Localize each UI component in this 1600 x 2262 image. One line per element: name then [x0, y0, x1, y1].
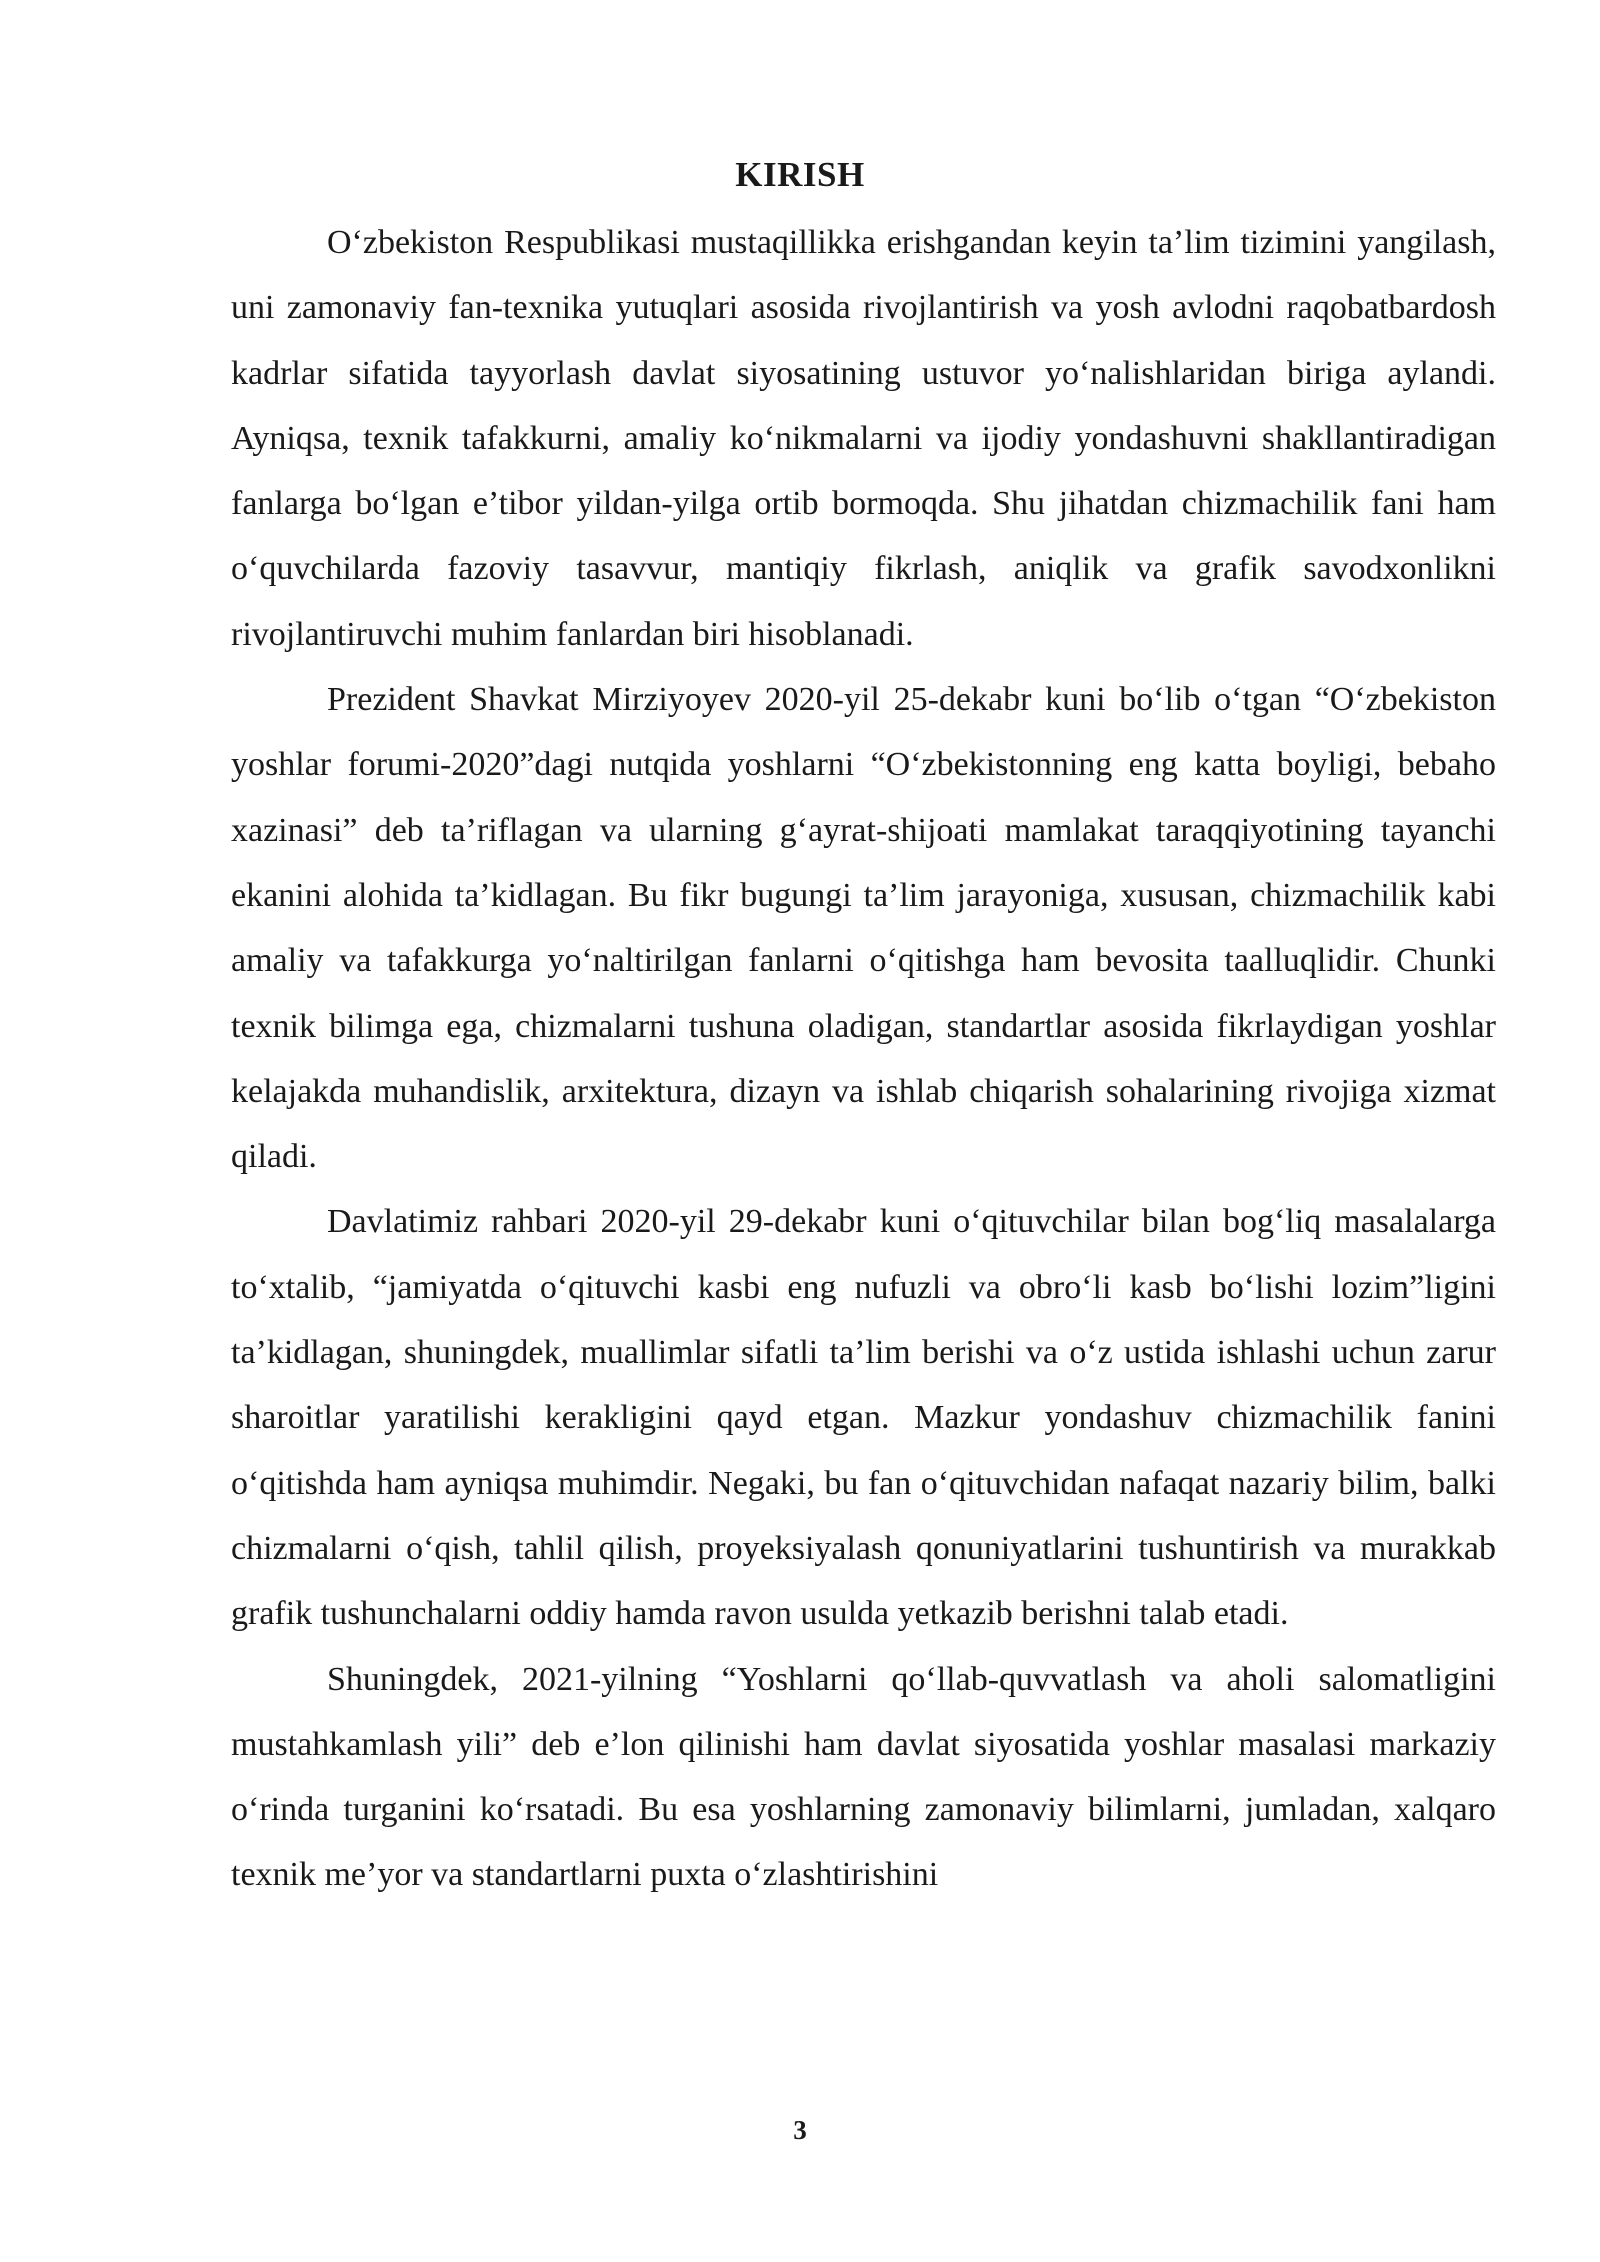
paragraph-2: Prezident Shavkat Mirziyoyev 2020-yil 25-dekabr kuni bo‘lib o‘tgan “O‘zbekiston yoshlar forumi-2020”dagi nutqida yoshlarni “O‘zbekistonning eng katta boyligi, bebaho xazinasi” deb ta’riflagan va ularning g‘ayrat-shijoati mamlakat taraqqiyotining tayanchi ekanini alohida ta’kidlagan. Bu fikr bugungi ta’lim jarayoniga, xususan, chizmachilik kabi amaliy va tafakkurga yo‘naltirilgan fanlarni o‘qitishga ham bevosita taalluqlidir. Chunki texnik bilimga ega, chizmalarni tushuna oladigan, standartlar asosida fikrlaydigan yoshlar kelajakda muhandislik, arxitektura, dizayn va ishlab chiqarish sohalarining rivojiga xizmat qiladi. [231, 681, 1496, 1176]
body-text [231, 210, 1496, 1908]
page-number: 3 [793, 2115, 807, 2145]
section-heading: KIRISH [735, 155, 865, 194]
paragraph-4: Shuningdek, 2021-yilning “Yoshlarni qo‘llab-quvvatlash va aholi salomatligini mustahkamlash yili” deb e’lon qilinishi ham davlat siyosatida yoshlar masalasi markaziy o‘rinda turganini ko‘rsatadi. Bu esa yoshlarning zamonaviy bilimlarni, jumladan, xalqaro texnik me’yor va standartlarni puxta o‘zlashtirishini [231, 1660, 1496, 1894]
paragraph-1: O‘zbekiston Respublikasi mustaqillikka erishgandan keyin ta’lim tizimini yangilash, uni zamonaviy fan-texnika yutuqlari asosida rivojlantirish va yosh avlodni raqobatbardosh kadrlar sifatida tayyorlash davlat siyosatining ustuvor yo‘nalishlaridan biriga aylandi. Ayniqsa, texnik tafakkurni, amaliy ko‘nikmalarni va ijodiy yondashuvni shakllantiradigan fanlarga bo‘lgan e’tibor yildan-yilga ortib bormoqda. Shu jihatdan chizmachilik fani ham o‘quvchilarda fazoviy tasavvur, mantiqiy fikrlash, aniqlik va grafik savodxonlikni rivojlantiruvchi muhim fanlardan biri hisoblanadi. [231, 224, 1496, 653]
paragraph-3: Davlatimiz rahbari 2020-yil 29-dekabr kuni o‘qituvchilar bilan bog‘liq masalalarga to‘xtalib, “jamiyatda o‘qituvchi kasbi eng nufuzli va obro‘li kasb bo‘lishi lozim”ligini ta’kidlagan, shuningdek, muallimlar sifatli ta’lim berishi va o‘z ustida ishlashi uchun zarur sharoitlar yaratilishi kerakligini qayd etgan. Mazkur yondashuv chizmachilik fanini o‘qitishda ham ayniqsa muhimdir. Negaki, bu fan o‘qituvchidan nafaqat nazariy bilim, balki chizmalarni o‘qish, tahlil qilish, proyeksiyalash qonuniyatlarini tushuntirish va murakkab grafik tushunchalarni oddiy hamda ravon usulda yetkazib berishni talab etadi. [231, 1203, 1496, 1633]
